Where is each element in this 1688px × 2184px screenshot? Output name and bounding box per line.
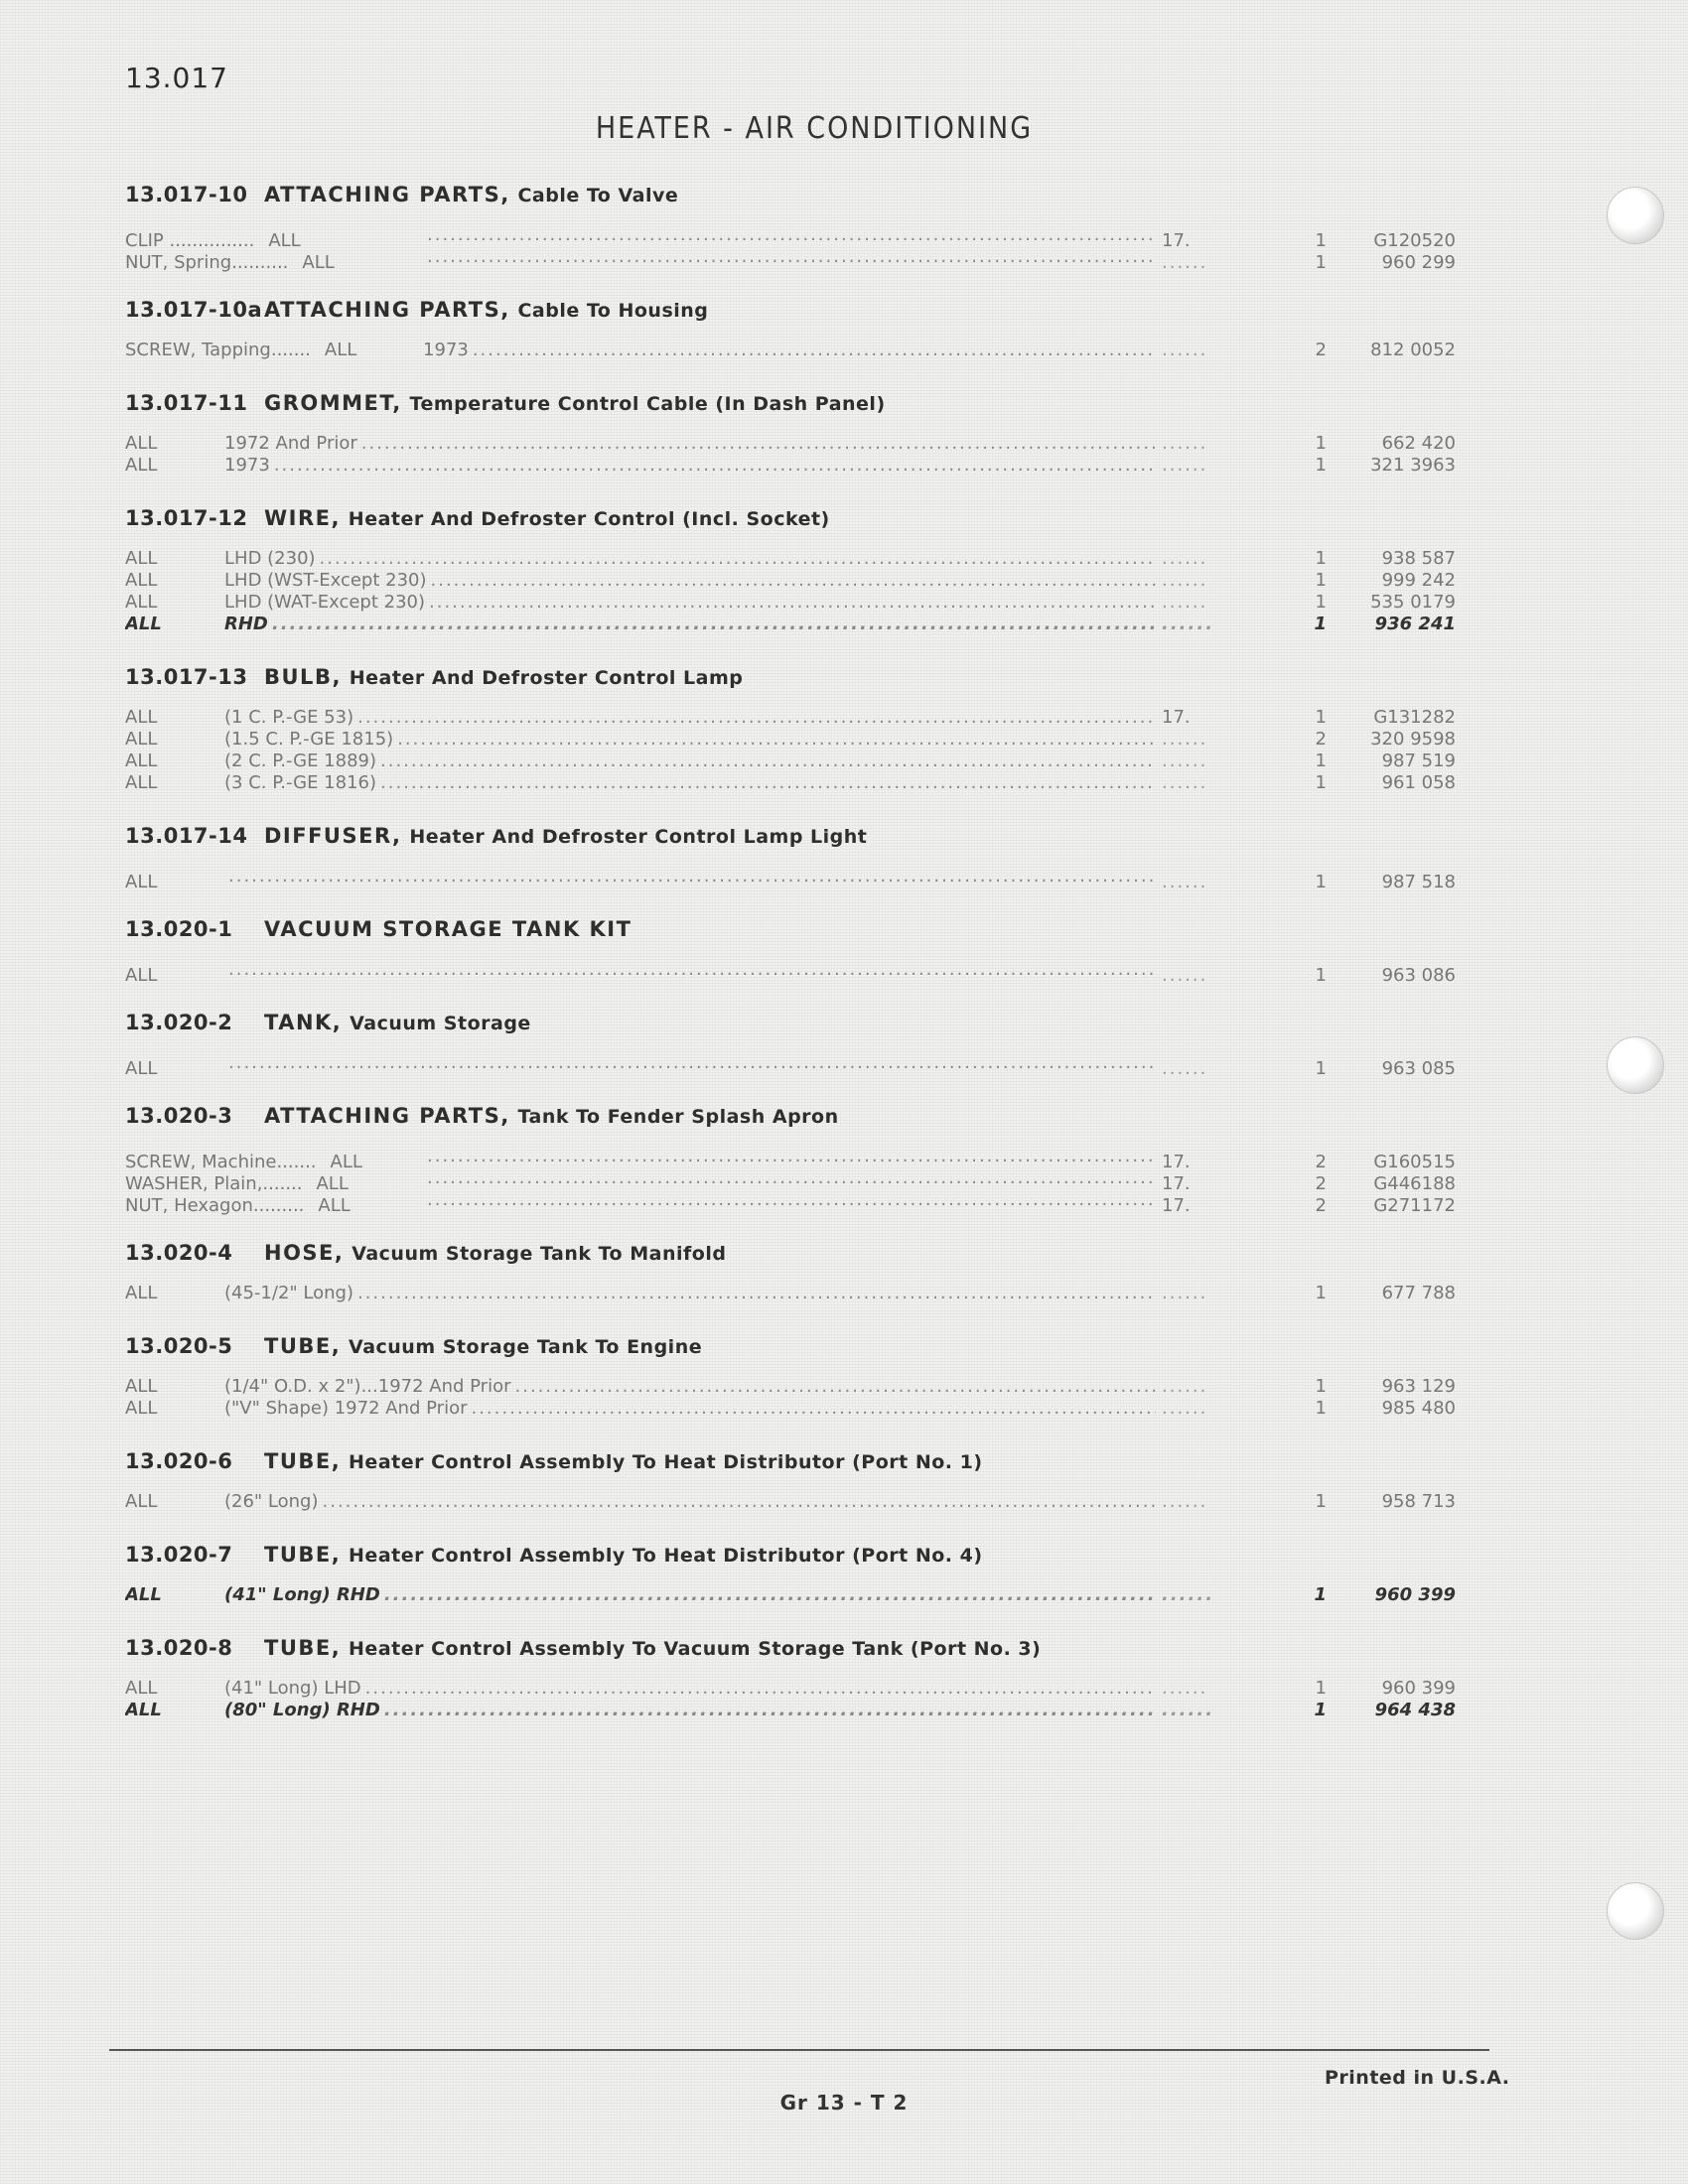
- part-row: [125, 1146, 1456, 1172]
- row-application: (41" Long) RHD: [224, 1584, 380, 1605]
- section-heading: [125, 1527, 1456, 1567]
- part-row: [125, 772, 1456, 794]
- part-name: ATTACHING PARTS,: [264, 298, 510, 322]
- part-description: Heater And Defroster Control Lamp: [349, 667, 744, 689]
- section-title: [264, 298, 708, 322]
- row-quantity: 2: [1315, 340, 1327, 360]
- part-number: 677 788: [1381, 1283, 1456, 1303]
- row-reference: ......: [1162, 1700, 1215, 1720]
- section-heading: [125, 1433, 1456, 1473]
- page-number: 13.017: [125, 62, 228, 94]
- part-name: BULB,: [264, 665, 342, 689]
- dot-leader: [473, 340, 1156, 361]
- row-quantity: 1: [1315, 772, 1327, 793]
- part-number: 985 480: [1381, 1398, 1456, 1419]
- row-label: ALL: [125, 614, 162, 634]
- row-quantity: 1: [1315, 707, 1327, 728]
- parts-section: [125, 375, 1456, 490]
- part-description: Temperature Control Cable (In Dash Panel): [409, 393, 886, 415]
- row-reference: ......: [1162, 772, 1208, 793]
- section-number: 13.020-1: [125, 917, 233, 941]
- part-number: 936 241: [1374, 614, 1456, 634]
- part-description: Cable To Valve: [517, 185, 679, 206]
- row-application: (45-1/2" Long): [224, 1283, 353, 1303]
- row-quantity: 2: [1315, 1173, 1327, 1194]
- section-heading: [125, 1088, 1456, 1128]
- row-reference: ......: [1162, 252, 1208, 273]
- row-application: ("V" Shape) 1972 And Prior: [224, 1398, 468, 1419]
- row-application: (41" Long) LHD: [224, 1678, 361, 1699]
- section-title: [264, 1543, 983, 1567]
- parts-section: [125, 282, 1456, 375]
- dot-leader: [431, 570, 1157, 592]
- row-application: (1 C. P.-GE 53): [224, 707, 354, 728]
- row-application: LHD (WST-Except 230): [224, 570, 427, 591]
- row-reference: 17.: [1162, 230, 1191, 251]
- part-name: ATTACHING PARTS,: [264, 183, 510, 206]
- section-heading: [125, 901, 1456, 941]
- dot-leader: [272, 614, 1156, 635]
- part-description: Heater Control Assembly To Heat Distributor (Port No. 4): [349, 1545, 983, 1567]
- section-title: [264, 917, 632, 941]
- part-row: [125, 570, 1456, 592]
- row-model: ALL: [302, 252, 335, 273]
- row-reference: ......: [1162, 965, 1208, 986]
- section-number: 13.017-11: [125, 391, 248, 415]
- row-quantity: 1: [1314, 614, 1327, 634]
- row-quantity: 1: [1315, 751, 1327, 771]
- dot-leader: [228, 1052, 1156, 1074]
- part-row: [125, 1283, 1456, 1304]
- row-model: ALL: [316, 1173, 349, 1194]
- part-row: [125, 1700, 1456, 1721]
- row-application: RHD: [224, 614, 268, 634]
- part-name: GROMMET,: [264, 391, 402, 415]
- dot-leader: [384, 1584, 1156, 1606]
- binder-hole-icon: [1607, 1882, 1664, 1940]
- dot-leader: [471, 1398, 1156, 1420]
- row-reference: ......: [1162, 570, 1208, 591]
- dot-leader: [357, 1283, 1156, 1304]
- section-title: [264, 1449, 983, 1473]
- row-label: ALL: [125, 1700, 162, 1720]
- row-quantity: 1: [1315, 872, 1327, 892]
- part-number: 535 0179: [1370, 592, 1456, 613]
- row-label: ALL: [125, 592, 158, 613]
- row-application: 1973: [423, 340, 469, 360]
- section-number: 13.017-13: [125, 665, 248, 689]
- part-number: 958 713: [1381, 1491, 1456, 1512]
- parts-section: [125, 490, 1456, 649]
- parts-section: [125, 1088, 1456, 1225]
- section-title: [264, 1011, 531, 1034]
- section-number: 13.017-10: [125, 183, 248, 206]
- footer-rule: [109, 2049, 1489, 2051]
- row-label: ALL: [125, 872, 158, 892]
- parts-section: [125, 1433, 1456, 1527]
- row-reference: ......: [1162, 1058, 1208, 1079]
- part-row: [125, 959, 1456, 986]
- row-label: ALL: [125, 1376, 158, 1397]
- row-label: ALL: [125, 1491, 158, 1512]
- section-number: 13.017-14: [125, 824, 248, 848]
- dot-leader: [380, 751, 1156, 772]
- row-reference: 17.: [1162, 1195, 1191, 1216]
- part-number: 321 3963: [1370, 455, 1456, 476]
- part-row: [125, 1678, 1456, 1700]
- part-description: Vacuum Storage Tank To Manifold: [352, 1243, 727, 1265]
- part-number: 960 399: [1381, 1678, 1456, 1699]
- section-title: [264, 183, 678, 206]
- row-label: ALL: [125, 1678, 158, 1699]
- part-number: G160515: [1373, 1152, 1456, 1172]
- section-title: [264, 1334, 702, 1358]
- part-name: VACUUM STORAGE TANK KIT: [264, 917, 633, 941]
- row-reference: ......: [1162, 872, 1208, 892]
- section-title: [264, 824, 867, 848]
- dot-leader: [429, 592, 1156, 614]
- row-label: SCREW, Machine.......: [125, 1152, 317, 1172]
- section-title: [264, 506, 830, 530]
- dot-leader: [397, 729, 1156, 751]
- row-reference: ......: [1162, 729, 1208, 750]
- section-title: [264, 1104, 839, 1128]
- section-number: 13.017-10a: [125, 298, 263, 322]
- parts-section: [125, 1225, 1456, 1318]
- dot-leader: [357, 707, 1156, 729]
- part-description: Cable To Housing: [517, 300, 709, 322]
- part-description: Heater Control Assembly To Heat Distributor (Port No. 1): [349, 1451, 983, 1473]
- row-label: WASHER, Plain,.......: [125, 1173, 303, 1194]
- row-quantity: 1: [1315, 455, 1327, 476]
- section-heading: [125, 1620, 1456, 1660]
- row-label: ALL: [125, 751, 158, 771]
- row-quantity: 1: [1315, 1491, 1327, 1512]
- parts-section: [125, 1318, 1456, 1433]
- row-reference: ......: [1162, 433, 1208, 454]
- row-quantity: 1: [1315, 252, 1327, 273]
- row-application: 1973: [224, 455, 270, 476]
- section-title: [264, 665, 743, 689]
- part-number: 960 399: [1374, 1584, 1456, 1605]
- row-model: ALL: [318, 1195, 351, 1216]
- part-row: [125, 340, 1456, 361]
- part-number: 963 085: [1381, 1058, 1456, 1079]
- part-row: [125, 1584, 1456, 1606]
- dot-leader: [228, 959, 1156, 981]
- row-label: NUT, Spring..........: [125, 252, 289, 273]
- row-quantity: 1: [1315, 1398, 1327, 1419]
- section-number: 13.020-3: [125, 1104, 233, 1128]
- row-quantity: 1: [1315, 965, 1327, 986]
- part-row: [125, 707, 1456, 729]
- dot-leader: [320, 548, 1156, 570]
- row-quantity: 2: [1315, 729, 1327, 750]
- part-number: 320 9598: [1370, 729, 1456, 750]
- dot-leader: [427, 1146, 1156, 1167]
- dot-leader: [380, 772, 1156, 794]
- part-name: TUBE,: [264, 1636, 342, 1660]
- section-number: 13.017-12: [125, 506, 248, 530]
- parts-section: [125, 901, 1456, 995]
- dot-leader: [365, 1678, 1156, 1700]
- part-name: TANK,: [264, 1011, 343, 1034]
- section-heading: [125, 1225, 1456, 1265]
- row-application: (3 C. P.-GE 1816): [224, 772, 377, 793]
- row-quantity: 1: [1315, 1678, 1327, 1699]
- section-heading: [125, 167, 1456, 206]
- part-number: G271172: [1373, 1195, 1456, 1216]
- row-label: ALL: [125, 729, 158, 750]
- part-description: Heater And Defroster Control (Incl. Socket): [348, 508, 830, 530]
- section-number: 13.020-8: [125, 1636, 233, 1660]
- dot-leader: [384, 1700, 1156, 1721]
- row-application: (1.5 C. P.-GE 1815): [224, 729, 394, 750]
- part-number: G120520: [1373, 230, 1456, 251]
- row-reference: ......: [1162, 751, 1208, 771]
- row-quantity: 1: [1315, 433, 1327, 454]
- row-reference: 17.: [1162, 707, 1191, 728]
- parts-section: [125, 649, 1456, 808]
- part-row: [125, 729, 1456, 751]
- section-title: [264, 391, 886, 415]
- binder-hole-icon: [1607, 1036, 1664, 1094]
- row-quantity: 1: [1314, 1584, 1327, 1605]
- group-page-code: Gr 13 - T 2: [779, 2091, 909, 2115]
- dot-leader: [427, 1167, 1156, 1189]
- page-title: HEATER - AIR CONDITIONING: [595, 111, 1034, 146]
- section-heading: [125, 282, 1456, 322]
- row-application: (26" Long): [224, 1491, 319, 1512]
- part-name: HOSE,: [264, 1241, 345, 1265]
- part-number: G131282: [1373, 707, 1456, 728]
- section-heading: [125, 1318, 1456, 1358]
- row-label: SCREW, Tapping.......: [125, 340, 311, 360]
- row-application: (80" Long) RHD: [224, 1700, 380, 1720]
- row-application: LHD (WAT-Except 230): [224, 592, 425, 613]
- row-model: ALL: [268, 230, 301, 251]
- row-reference: ......: [1162, 1376, 1208, 1397]
- parts-list: [125, 167, 1456, 1735]
- section-heading: [125, 490, 1456, 530]
- part-row: [125, 455, 1456, 477]
- part-row: [125, 1491, 1456, 1513]
- part-row: [125, 1398, 1456, 1420]
- part-number: 938 587: [1381, 548, 1456, 569]
- row-quantity: 1: [1314, 1700, 1327, 1720]
- row-label: ALL: [125, 1283, 158, 1303]
- part-number: 662 420: [1381, 433, 1456, 454]
- dot-leader: [515, 1376, 1156, 1398]
- section-heading: [125, 808, 1456, 848]
- part-row: [125, 866, 1456, 892]
- part-row: [125, 224, 1456, 251]
- binder-hole-icon: [1607, 187, 1664, 244]
- row-reference: ......: [1162, 1283, 1208, 1303]
- row-label: ALL: [125, 570, 158, 591]
- part-name: DIFFUSER,: [264, 824, 402, 848]
- part-number: 987 518: [1381, 872, 1456, 892]
- part-name: TUBE,: [264, 1449, 342, 1473]
- row-quantity: 2: [1315, 1195, 1327, 1216]
- dot-leader: [323, 1491, 1156, 1513]
- section-number: 13.020-6: [125, 1449, 233, 1473]
- dot-leader: [427, 246, 1156, 268]
- section-heading: [125, 649, 1456, 689]
- row-label: ALL: [125, 772, 158, 793]
- row-quantity: 1: [1315, 1058, 1327, 1079]
- row-label: ALL: [125, 455, 158, 476]
- row-application: 1972 And Prior: [224, 433, 357, 454]
- part-number: 961 058: [1381, 772, 1456, 793]
- part-number: 960 299: [1381, 252, 1456, 273]
- part-description: Tank To Fender Splash Apron: [517, 1106, 839, 1128]
- section-number: 13.020-4: [125, 1241, 233, 1265]
- row-label: ALL: [125, 1584, 162, 1605]
- row-model: ALL: [324, 340, 357, 360]
- section-title: [264, 1241, 726, 1265]
- part-row: [125, 433, 1456, 455]
- part-number: 812 0052: [1370, 340, 1456, 360]
- part-description: Heater And Defroster Control Lamp Light: [409, 826, 868, 848]
- part-name: TUBE,: [264, 1334, 342, 1358]
- row-label: ALL: [125, 965, 158, 986]
- part-number: 999 242: [1381, 570, 1456, 591]
- part-description: Heater Control Assembly To Vacuum Storage Tank (Port No. 3): [349, 1638, 1042, 1660]
- parts-section: [125, 995, 1456, 1088]
- dot-leader: [228, 866, 1156, 887]
- row-application: (1/4" O.D. x 2")...1972 And Prior: [224, 1376, 511, 1397]
- row-reference: ......: [1162, 548, 1208, 569]
- row-reference: ......: [1162, 1584, 1215, 1605]
- part-number: 963 129: [1381, 1376, 1456, 1397]
- part-number: 963 086: [1381, 965, 1456, 986]
- parts-section: [125, 167, 1456, 282]
- section-heading: [125, 995, 1456, 1034]
- row-quantity: 2: [1315, 1152, 1327, 1172]
- row-model: ALL: [330, 1152, 362, 1172]
- section-number: 13.020-2: [125, 1011, 233, 1034]
- part-number: 964 438: [1374, 1700, 1456, 1720]
- row-reference: ......: [1162, 340, 1208, 360]
- printed-in-note: Printed in U.S.A.: [1325, 2067, 1510, 2089]
- dot-leader: [274, 455, 1156, 477]
- part-description: Vacuum Storage: [350, 1013, 531, 1034]
- row-label: ALL: [125, 1058, 158, 1079]
- row-quantity: 1: [1315, 1283, 1327, 1303]
- dot-leader: [427, 224, 1156, 246]
- row-label: ALL: [125, 548, 158, 569]
- row-reference: ......: [1162, 1398, 1208, 1419]
- parts-section: [125, 1527, 1456, 1620]
- row-quantity: 1: [1315, 548, 1327, 569]
- part-row: [125, 548, 1456, 570]
- part-row: [125, 614, 1456, 635]
- row-label: NUT, Hexagon.........: [125, 1195, 305, 1216]
- part-description: Vacuum Storage Tank To Engine: [349, 1336, 703, 1358]
- part-row: [125, 1052, 1456, 1079]
- parts-section: [125, 1620, 1456, 1735]
- row-quantity: 1: [1315, 1376, 1327, 1397]
- dot-leader: [361, 433, 1156, 455]
- row-reference: ......: [1162, 1678, 1208, 1699]
- section-number: 13.020-5: [125, 1334, 233, 1358]
- section-title: [264, 1636, 1041, 1660]
- parts-section: [125, 808, 1456, 901]
- part-name: TUBE,: [264, 1543, 342, 1567]
- part-row: [125, 1376, 1456, 1398]
- row-reference: ......: [1162, 455, 1208, 476]
- part-number: G446188: [1373, 1173, 1456, 1194]
- row-application: LHD (230): [224, 548, 316, 569]
- part-row: [125, 592, 1456, 614]
- part-row: [125, 751, 1456, 772]
- section-heading: [125, 375, 1456, 415]
- section-number: 13.020-7: [125, 1543, 233, 1567]
- part-number: 987 519: [1381, 751, 1456, 771]
- row-reference: 17.: [1162, 1152, 1191, 1172]
- part-name: ATTACHING PARTS,: [264, 1104, 510, 1128]
- dot-leader: [427, 1189, 1156, 1211]
- row-reference: ......: [1162, 592, 1208, 613]
- row-quantity: 1: [1315, 592, 1327, 613]
- row-label: ALL: [125, 1398, 158, 1419]
- row-label: ALL: [125, 707, 158, 728]
- row-label: ALL: [125, 433, 158, 454]
- row-reference: ......: [1162, 614, 1215, 634]
- row-label: CLIP ...............: [125, 230, 255, 251]
- row-quantity: 1: [1315, 230, 1327, 251]
- part-name: WIRE,: [264, 506, 341, 530]
- row-application: (2 C. P.-GE 1889): [224, 751, 377, 771]
- row-quantity: 1: [1315, 570, 1327, 591]
- row-reference: ......: [1162, 1491, 1208, 1512]
- row-reference: 17.: [1162, 1173, 1191, 1194]
